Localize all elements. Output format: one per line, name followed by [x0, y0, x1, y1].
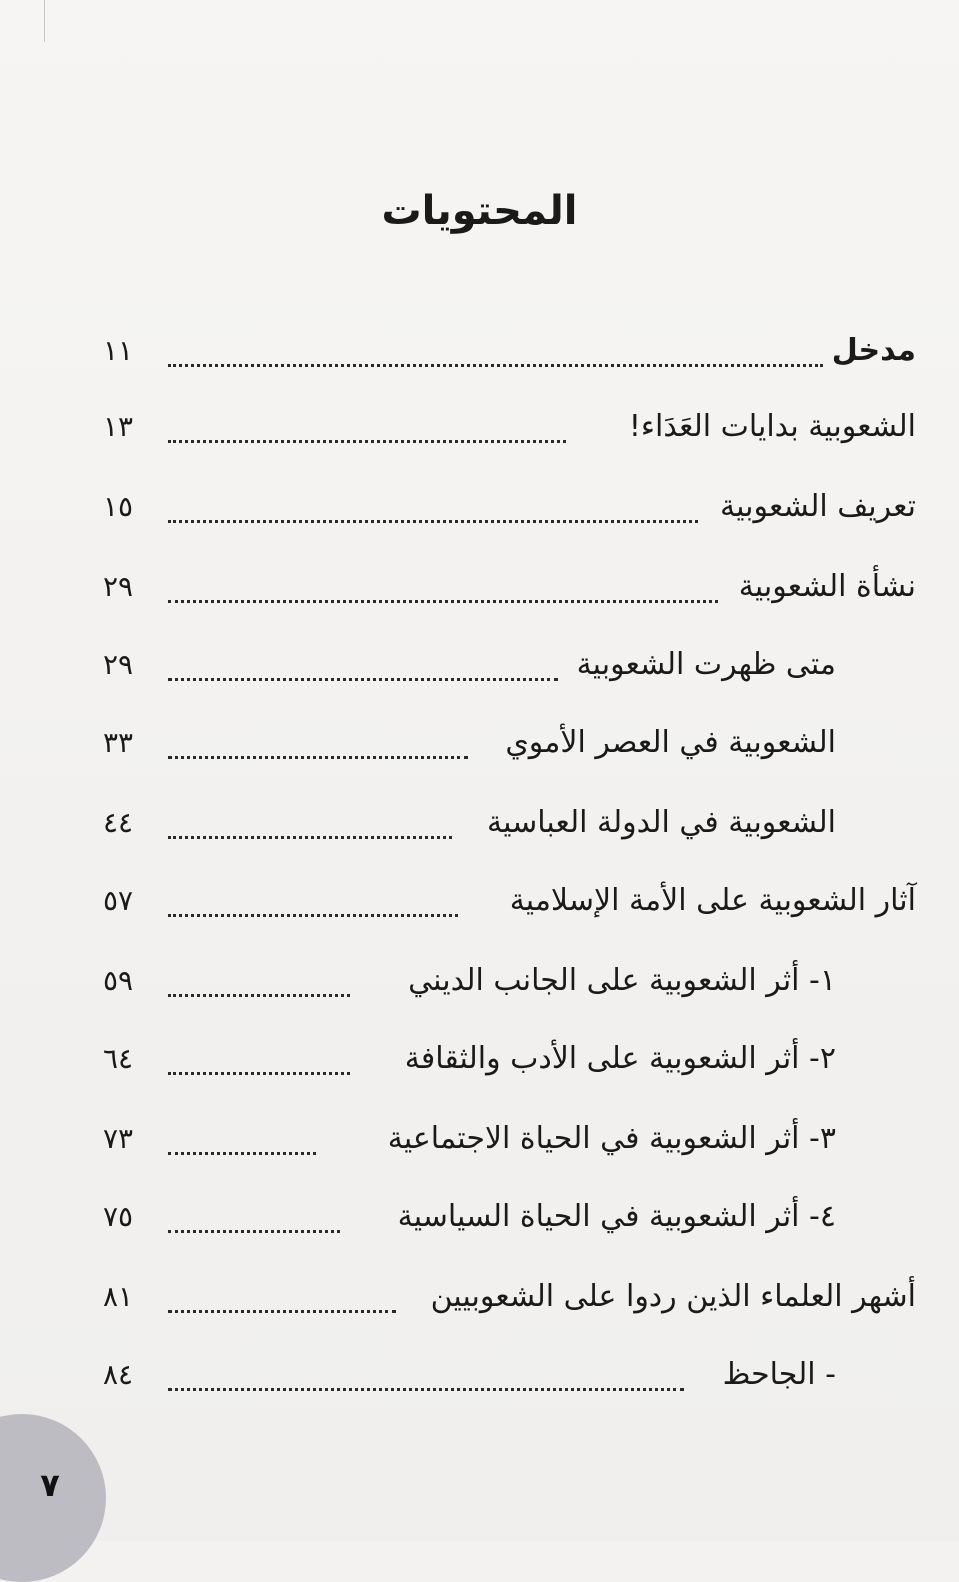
- toc-entry-label: مدخل: [831, 333, 916, 368]
- toc-entry-page: ٧٣: [102, 1122, 134, 1155]
- toc-entry: [96, 1350, 916, 1400]
- dot-leader: [168, 1072, 350, 1075]
- toc-entry-label: ٣- أثر الشعوبية في الحياة الاجتماعية: [387, 1121, 836, 1156]
- dot-leader: [168, 364, 823, 367]
- toc-entry-page: ٣٣: [102, 726, 134, 759]
- toc-entry: [96, 640, 916, 690]
- dot-leader: [168, 440, 566, 443]
- toc-entry: [96, 876, 916, 926]
- toc-entry-page: ١٥: [102, 490, 134, 523]
- toc-entry-label: ٤- أثر الشعوبية في الحياة السياسية: [397, 1199, 836, 1234]
- toc-entry-page: ٥٩: [102, 964, 134, 997]
- toc-entry-label: - الجاحظ: [722, 1357, 836, 1392]
- toc-entry-page: ١٣: [102, 410, 134, 443]
- toc-entry-label: الشعوبية في الدولة العباسية: [487, 805, 836, 840]
- dot-leader: [168, 1310, 396, 1313]
- toc-entry-label: الشعوبية بدايات العَدَاء!: [628, 409, 916, 444]
- toc-entry-page: ٨٤: [102, 1358, 134, 1391]
- toc-entry: [96, 956, 916, 1006]
- toc-entry-page: ٧٥: [102, 1200, 134, 1233]
- toc-entry-label: نشأة الشعوبية: [738, 569, 916, 604]
- toc-entry-label: آثار الشعوبية على الأمة الإسلامية: [509, 883, 916, 918]
- toc-entry: [96, 1034, 916, 1084]
- toc-entry-page: ٨١: [102, 1280, 134, 1313]
- dot-leader: [168, 914, 458, 917]
- toc-entry: [96, 1272, 916, 1322]
- dot-leader: [168, 1230, 340, 1233]
- toc-entry-label: ٢- أثر الشعوبية على الأدب والثقافة: [404, 1041, 836, 1076]
- toc-entry-label: متى ظهرت الشعوبية: [576, 647, 836, 682]
- dot-leader: [168, 1152, 316, 1155]
- toc-entry-page: ١١: [102, 334, 134, 367]
- page-number: ٧: [40, 1466, 60, 1504]
- toc-entry-page: ٢٩: [102, 648, 134, 681]
- toc-entry: [96, 402, 916, 452]
- toc-entry-page: ٤٤: [102, 806, 134, 839]
- toc-entry-page: ٦٤: [102, 1042, 134, 1075]
- toc-entry-page: ٢٩: [102, 570, 134, 603]
- dot-leader: [168, 600, 718, 603]
- toc-entry: [96, 798, 916, 848]
- contents-title: المحتويات: [381, 188, 578, 234]
- toc-entry-label: تعريف الشعوبية: [719, 489, 916, 524]
- toc-entry-label: ١- أثر الشعوبية على الجانب الديني: [408, 963, 836, 998]
- toc-entry-page: ٥٧: [102, 884, 134, 917]
- toc-entry-label: الشعوبية في العصر الأموي: [505, 725, 836, 760]
- toc-entry: [96, 1114, 916, 1164]
- toc-entry: [96, 562, 916, 612]
- dot-leader: [168, 994, 350, 997]
- toc-entry-label: أشهر العلماء الذين ردوا على الشعوبيين: [430, 1279, 916, 1314]
- toc-entry: [96, 482, 916, 532]
- toc-entry: [96, 1192, 916, 1242]
- dot-leader: [168, 756, 468, 759]
- dot-leader: [168, 1388, 684, 1391]
- dot-leader: [168, 678, 558, 681]
- dot-leader: [168, 520, 698, 523]
- dot-leader: [168, 836, 452, 839]
- toc-entry: [96, 326, 916, 376]
- toc-entry: [96, 718, 916, 768]
